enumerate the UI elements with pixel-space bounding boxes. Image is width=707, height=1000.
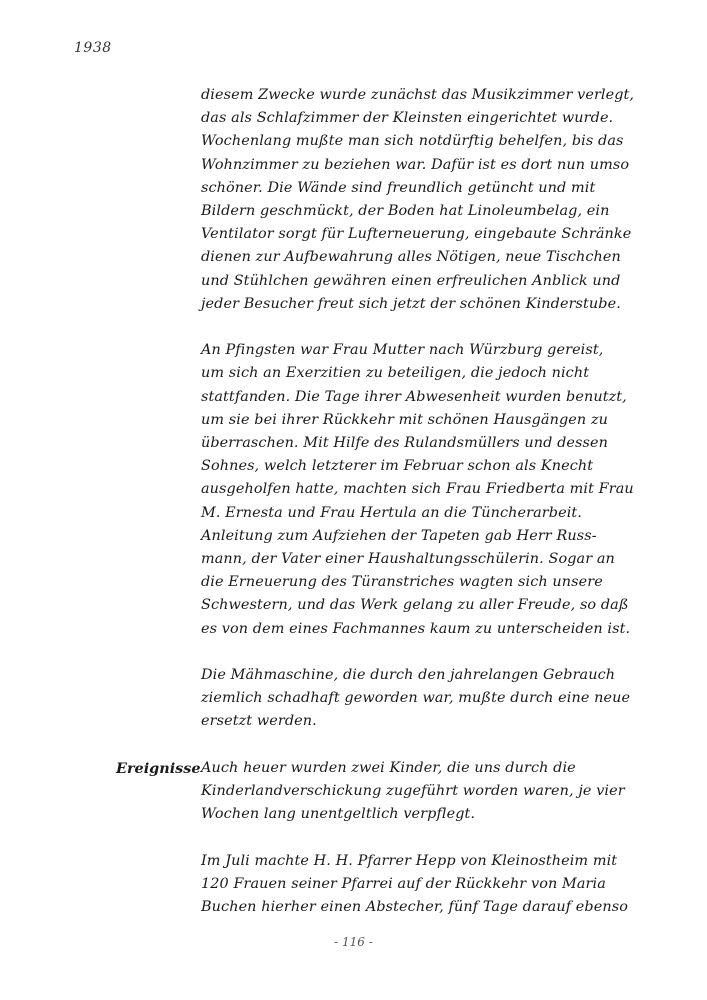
text-line: Auch heuer wurden zwei Kinder, die uns durch die	[201, 760, 576, 777]
text-line: An Pfingsten war Frau Mutter nach Würzburg gereist,	[201, 342, 604, 359]
paragraph-pfingsten	[201, 339, 634, 640]
paragraph-maehmaschine	[201, 664, 631, 734]
text-line: ausgeholfen hatte, machten sich Frau Friedberta mit Frau	[201, 481, 634, 498]
text-line: jeder Besucher freut sich jetzt der schönen Kinderstube.	[201, 295, 621, 312]
text-line: Ventilator sorgt für Lufterneuerung, eingebaute Schränke	[201, 226, 632, 243]
main-text-column	[116, 84, 635, 920]
paragraph-gap	[201, 827, 631, 850]
text-line: ziemlich schadhaft geworden war, mußte durch eine neue	[201, 690, 631, 707]
text-line: um sie bei ihrer Rückkehr mit schönen Hausgängen zu	[201, 411, 609, 428]
text-line: Die Mähmaschine, die durch den jahrelangen Gebrauch	[201, 667, 616, 684]
text-line: dienen zur Aufbewahrung alles Nötigen, neue Tischchen	[201, 249, 621, 266]
text-line: Bildern geschmückt, der Boden hat Linoleumbelag, ein	[201, 202, 610, 219]
text-line: Kinderlandverschickung zugeführt worden waren, je vier	[201, 783, 625, 800]
text-line: mann, der Vater einer Haushaltungsschülerin. Sogar an	[201, 550, 615, 567]
text-line: ersetzt werden.	[201, 713, 317, 730]
margin-label-ereignisse: Ereignisse	[116, 760, 201, 778]
page-number: - 116 -	[334, 935, 373, 949]
text-line: schöner. Die Wände sind freundlich getüncht und mit	[201, 179, 596, 196]
text-line: Im Juli machte H. H. Pfarrer Hepp von Kleinostheim mit	[201, 853, 618, 869]
paragraph-gap	[201, 734, 631, 757]
text-line: Wochen lang unentgeltlich verpflegt.	[201, 806, 476, 823]
paragraph-ereignisse	[116, 757, 631, 827]
paragraph-gap	[201, 641, 631, 664]
text-line: diesem Zwecke wurde zunächst das Musikzimmer verlegt,	[201, 87, 635, 103]
paragraph-kinderstube	[201, 84, 635, 316]
text-line: stattfanden. Die Tage ihrer Abwesenheit wurden benutzt,	[201, 388, 627, 405]
text-line: Schwestern, und das Werk gelang zu aller Freude, so daß	[201, 597, 629, 614]
text-line: es von dem eines Fachmannes kaum zu unterscheiden ist.	[201, 620, 631, 637]
text-line: um sich an Exerzitien zu beteiligen, die jedoch nicht	[201, 365, 590, 382]
text-line: Wohnzimmer zu beziehen war. Dafür ist es dort nun umso	[201, 156, 630, 173]
text-line: Buchen hierher einen Abstecher, fünf Tage darauf ebenso	[201, 899, 628, 916]
text-line: überraschen. Mit Hilfe des Rulandsmüllers und dessen	[201, 435, 608, 452]
text-line: das als Schlafzimmer der Kleinsten eingerichtet wurde.	[201, 110, 614, 127]
text-line: und Stühlchen gewähren einen erfreulichen Anblick und	[201, 272, 621, 289]
text-line: Sohnes, welch letzterer im Februar schon als Knecht	[201, 458, 594, 475]
paragraph-juli	[201, 850, 631, 920]
text-line: die Erneuerung des Türanstriches wagten sich unsere	[201, 574, 603, 591]
text-line: M. Ernesta und Frau Hertula an die Tüncherarbeit.	[201, 504, 582, 521]
text-line: 120 Frauen seiner Pfarrei auf der Rückkehr von Maria	[201, 876, 606, 893]
year-heading: 1938	[74, 40, 112, 56]
text-line: Wochenlang mußte man sich notdürftig behelfen, bis das	[201, 133, 624, 150]
text-line: Anleitung zum Aufziehen der Tapeten gab Herr Russ-	[201, 527, 597, 544]
paragraph-gap	[201, 316, 631, 339]
